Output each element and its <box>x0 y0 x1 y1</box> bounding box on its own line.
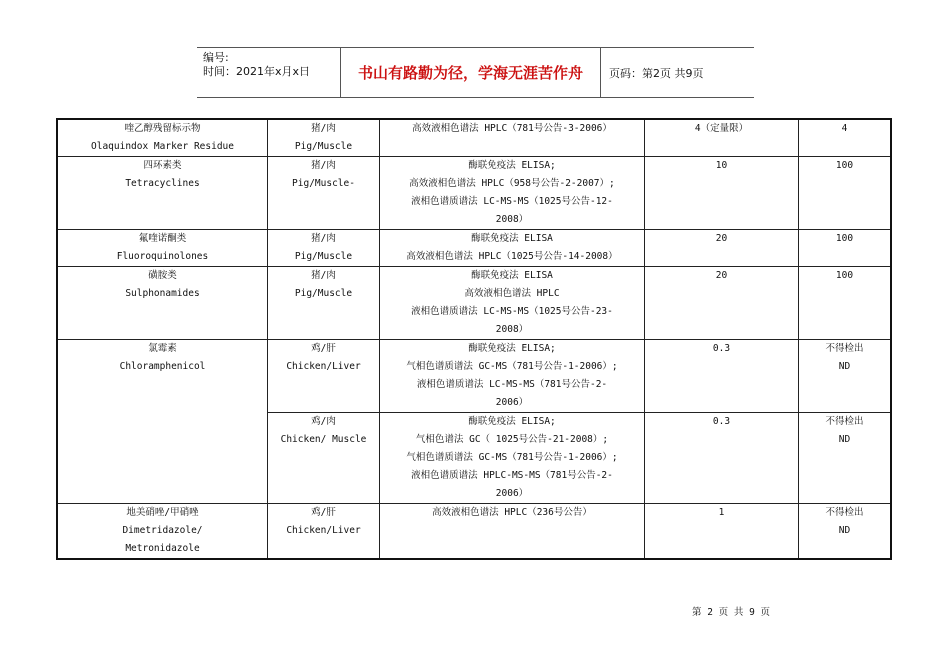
cell-text-line: Pig/Muscle- <box>292 178 355 189</box>
mrl-cell <box>799 504 892 560</box>
cell-text-line: 鸡/肝 <box>311 507 336 518</box>
cell-text-line: Pig/Muscle <box>294 288 353 299</box>
tissue-cell <box>268 267 380 340</box>
mrl-cell <box>799 413 892 504</box>
cell-text-line: 猪/肉 <box>311 160 336 171</box>
detection-limit-cell <box>645 267 799 340</box>
detection-limit-cell <box>645 157 799 230</box>
cell-text-line: Chloramphenicol <box>119 361 206 372</box>
mrl-cell <box>799 157 892 230</box>
cell-text-line: ND <box>838 361 851 372</box>
cell-text-line: 氟喹诺酮类 <box>138 233 187 244</box>
cell-text-line: 酶联免疫法 ELISA <box>471 233 553 244</box>
cell-text-line: 喹乙醇残留标示物 <box>124 123 201 134</box>
drug-name-cell <box>57 340 268 504</box>
method-cell <box>380 230 645 267</box>
cell-text-line: 1 <box>718 507 725 518</box>
cell-text-line: 气相色谱质谱法 GC-MS（781号公告-1-2006）; <box>406 361 618 372</box>
table-row <box>57 504 891 560</box>
cell-text-line: 100 <box>835 270 854 281</box>
drug-name-cell <box>57 230 268 267</box>
residue-table <box>56 118 892 560</box>
table-row <box>57 119 891 157</box>
drug-name-cell <box>57 267 268 340</box>
cell-text-line: 100 <box>835 160 854 171</box>
cell-text-line: Tetracyclines <box>125 178 200 189</box>
cell-text-line: ND <box>838 434 851 445</box>
cell-text-line: Chicken/ Muscle <box>280 434 367 445</box>
detection-limit-cell <box>645 413 799 504</box>
detection-limit-cell <box>645 340 799 413</box>
cell-text-line: 高效液相色谱法 HPLC（958号公告-2-2007）; <box>409 178 615 189</box>
method-cell <box>380 267 645 340</box>
method-cell <box>380 504 645 560</box>
cell-text-line: Metronidazole <box>125 543 200 554</box>
cell-text-line: 鸡/肝 <box>311 343 336 354</box>
cell-text-line: 高效液相色谱法 HPLC（1025号公告-14-2008） <box>406 251 618 262</box>
cell-text-line: 20 <box>715 270 728 281</box>
cell-text-line: 氯霉素 <box>148 343 177 354</box>
detection-limit-cell <box>645 119 799 157</box>
cell-text-line: 高效液相色谱法 HPLC（236号公告） <box>432 507 592 518</box>
page-footer: 第 2 页 共 9 页 <box>692 607 771 618</box>
cell-text-line: Fluoroquinolones <box>116 251 209 262</box>
cell-text-line: 100 <box>835 233 854 244</box>
mrl-cell <box>799 267 892 340</box>
cell-text-line: 猪/肉 <box>311 270 336 281</box>
cell-text-line: 液相色谱质谱法 HPLC-MS-MS（781号公告-2- <box>411 470 613 481</box>
cell-text-line: 液相色谱质谱法 LC-MS-MS（1025号公告-12- <box>411 196 613 207</box>
table-row <box>57 340 891 413</box>
cell-text-line: Olaquindox Marker Residue <box>91 141 234 152</box>
cell-text-line: Sulphonamides <box>125 288 200 299</box>
mrl-cell <box>799 340 892 413</box>
cell-text-line: 酶联免疫法 ELISA <box>471 270 553 281</box>
page-number-label: 页码：第2页 共9页 <box>609 66 704 80</box>
tissue-cell <box>268 504 380 560</box>
tissue-cell <box>268 413 380 504</box>
table-row <box>57 230 891 267</box>
time-label: 时间：2021年x月x日 <box>203 65 311 78</box>
cell-text-line: 气相色谱法 GC（ 1025号公告-21-2008）; <box>415 434 609 445</box>
cell-text-line: 地美硝唑/甲硝唑 <box>126 507 199 518</box>
cell-text-line: 猪/肉 <box>311 123 336 134</box>
cell-text-line: 液相色谱质谱法 LC-MS-MS（1025号公告-23- <box>411 306 613 317</box>
cell-text-line: 2006） <box>495 488 529 499</box>
cell-text-line: Pig/Muscle <box>294 141 353 152</box>
drug-name-cell <box>57 157 268 230</box>
cell-text-line: 四环素类 <box>143 160 182 171</box>
cell-text-line: Dimetridazole/ <box>122 525 203 536</box>
detection-limit-cell <box>645 230 799 267</box>
cell-text-line: 0.3 <box>712 343 731 354</box>
header-info-cell <box>197 48 341 97</box>
mrl-cell <box>799 230 892 267</box>
cell-text-line: 高效液相色谱法 HPLC <box>464 288 560 299</box>
cell-text-line: Chicken/Liver <box>286 361 361 372</box>
cell-text-line: 不得检出 <box>825 507 864 518</box>
motto-banner: 书山有路勤为径，学海无涯苦作舟 <box>341 48 601 97</box>
cell-text-line: 4 <box>841 123 848 134</box>
cell-text-line: 不得检出 <box>825 343 864 354</box>
cell-text-line: 气相色谱质谱法 GC-MS（781号公告-1-2006）; <box>406 452 618 463</box>
table-row <box>57 157 891 230</box>
tissue-cell <box>268 119 380 157</box>
code-label: 编号: <box>203 51 229 64</box>
cell-text-line: 2008） <box>495 214 529 225</box>
cell-text-line: 磺胺类 <box>148 270 177 281</box>
cell-text-line: 0.3 <box>712 416 731 427</box>
tissue-cell <box>268 230 380 267</box>
cell-text-line: 猪/肉 <box>311 233 336 244</box>
method-cell <box>380 340 645 413</box>
cell-text-line: 高效液相色谱法 HPLC（781号公告-3-2006） <box>412 123 612 134</box>
cell-text-line: 液相色谱质谱法 LC-MS-MS（781号公告-2- <box>416 379 608 390</box>
cell-text-line: 20 <box>715 233 728 244</box>
cell-text-line: Chicken/Liver <box>286 525 361 536</box>
method-cell <box>380 119 645 157</box>
drug-name-cell <box>57 119 268 157</box>
cell-text-line: ND <box>838 525 851 536</box>
cell-text-line: 2008） <box>495 324 529 335</box>
drug-name-cell <box>57 504 268 560</box>
cell-text-line: 4（定量限） <box>694 123 749 134</box>
cell-text-line: 酶联免疫法 ELISA; <box>468 416 556 427</box>
mrl-cell <box>799 119 892 157</box>
cell-text-line: 不得检出 <box>825 416 864 427</box>
detection-limit-cell <box>645 504 799 560</box>
method-cell <box>380 413 645 504</box>
cell-text-line: 酶联免疫法 ELISA; <box>468 343 556 354</box>
method-cell <box>380 157 645 230</box>
document-header <box>197 47 754 98</box>
table-row <box>57 267 891 340</box>
tissue-cell <box>268 340 380 413</box>
cell-text-line: 酶联免疫法 ELISA; <box>468 160 556 171</box>
cell-text-line: Pig/Muscle <box>294 251 353 262</box>
cell-text-line: 鸡/肉 <box>311 416 336 427</box>
tissue-cell <box>268 157 380 230</box>
cell-text-line: 2006） <box>495 397 529 408</box>
cell-text-line: 10 <box>715 160 728 171</box>
